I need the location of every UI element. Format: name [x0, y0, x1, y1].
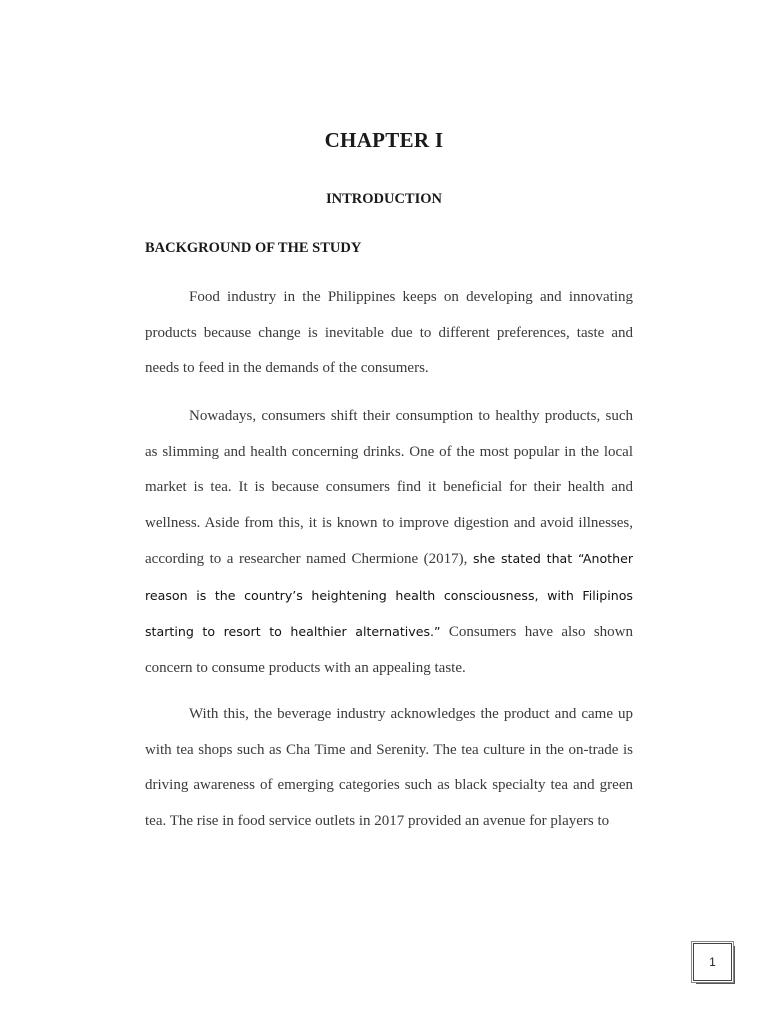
page-number-label: 1 — [709, 955, 716, 969]
paragraph-1 — [145, 280, 633, 387]
paragraph-3-text: With this, the beverage industry acknowledges the product and came up with tea shops such as Cha Time and Serenity. The tea culture in the on-trade is driving awareness of emerging categories such as black specialty tea and green tea. The rise in food service outlets in 2017 provided an avenue for players to — [145, 706, 633, 829]
paragraph-3 — [145, 697, 633, 839]
paragraph-1-text: Food industry in the Philippines keeps on developing and innovating products because change is inevitable due to different preferences, taste and needs to feed in the demands of the consumers. — [145, 289, 633, 376]
page-number — [693, 943, 732, 981]
paragraph-2 — [145, 399, 633, 686]
chapter-title: CHAPTER I — [324, 128, 444, 152]
paragraph-2-text: Nowadays, consumers shift their consumption to healthy products, such as slimming and health concerning drinks. One of the most popular in the local market is tea. It is because consumers find it beneficial for their health and wellness. Aside from this, it is known to improve digestion and avoid illnesses, according to a researcher named Chermione (2017), — [145, 408, 633, 567]
paragraph-2-text-end: Consumers have also shown concern to consume products with an appealing taste. — [145, 624, 633, 676]
section-heading: BACKGROUND OF THE STUDY — [145, 240, 362, 256]
paragraph-2-quote: she stated that “Another reason is the country’s heightening health consciousness, with Filipinos starting to resort to healthier alternatives.” — [145, 551, 633, 639]
introduction-heading: INTRODUCTION — [325, 191, 442, 207]
